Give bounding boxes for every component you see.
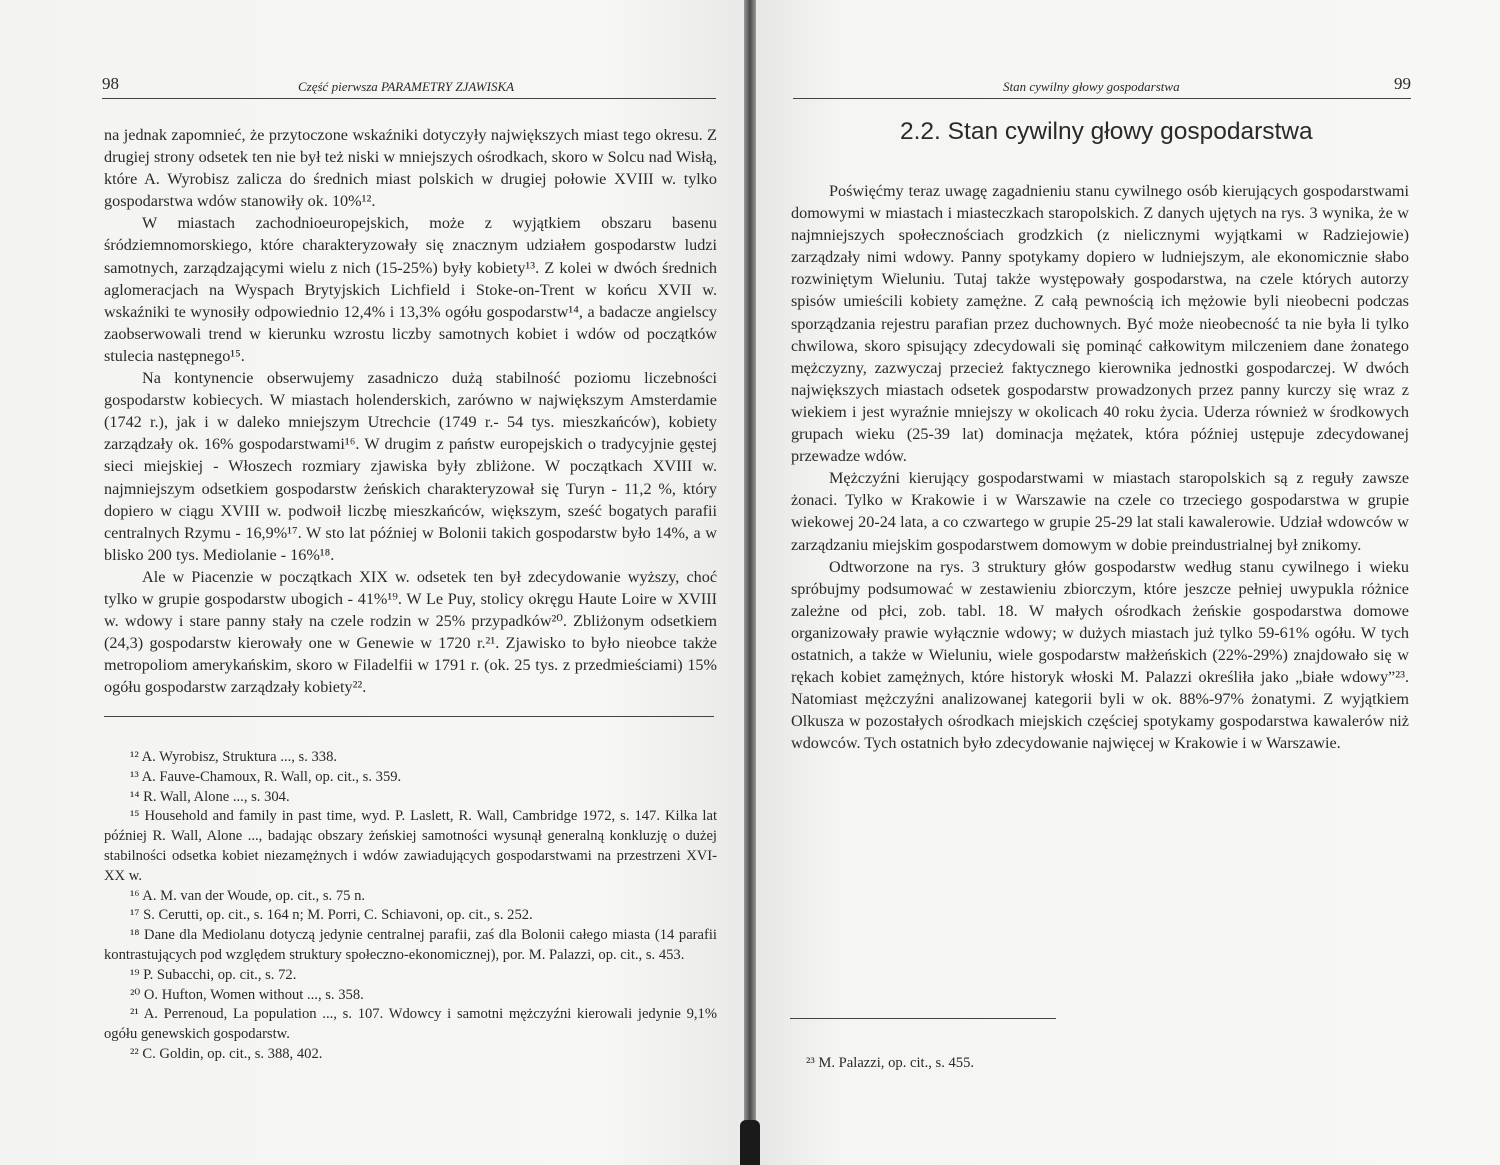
left-page	[0, 0, 748, 1165]
section-title: 2.2. Stan cywilny głowy gospodarstwa	[900, 118, 1313, 145]
paragraph: Na kontynencie obserwujemy zasadniczo dużą stabilność poziomu liczebności gospodarstw kobiecych. W miastach holenderskich, zarówno w największym Amsterdamie (1742 r.), jak i w daleko mniejszym Utrechcie (1749 r.- 54 tys. mieszkańców), kobiety zarządzały ok. 16% gospodarstwami¹⁶. W drugim z państw europejskich o tradycyjnie gęstej sieci miejskiej - Włoszech rozmiary zjawiska były zbliżone. W początkach XVIII w. najmniejszym odsetkiem gospodarstw żeńskich charakteryzował się Turyn - 11,2 %, który dopiero w ciągu XVIII w. podwoił liczbę mieszkańców, większym, sześć bogatych parafii centralnych Rzymu - 16,9%¹⁷. W sto lat później w Bolonii takich gospodarstw było 14%, a w blisko 200 tys. Mediolanie - 16%¹⁸.	[104, 369, 717, 564]
right-running-head	[793, 76, 1411, 99]
footnote: ¹⁸ Dane dla Mediolanu dotyczą jedynie centralnej parafii, zaś dla Bolonii całego miasta (14 parafii kontrastujących pod względem struktury społeczno-ekonomicznej), por. M. Palazzi, op. cit., s. 453.	[104, 927, 717, 963]
left-footnotes	[104, 748, 717, 1065]
footnote: ²² C. Goldin, op. cit., s. 388, 402.	[130, 1045, 323, 1062]
right-running-head-text: Stan cywilny głowy gospodarstwa	[1003, 79, 1180, 94]
paragraph: Ale w Piacenzie w początkach XIX w. odsetek ten był zdecydowanie wyższy, choć tylko w grupie gospodarstw ubogich - 41%¹⁹. W Le Puy, stolicy okręgu Haute Loire w XVIII w. wdowy i stare panny stały na czele rodzin w 25% przypadków²⁰. Zbliżonym odsetkiem (24,3) gospodarstw kierowały one w Genewie w 1720 r.²¹. Zjawisko to było nieobce także metropoliom amerykańskim, skoro w Filadelfii w 1791 r. (ok. 25 tys. z przedmieściami) 15% ogółu gospodarstw zarządzały kobiety²².	[104, 567, 717, 697]
footnote: ²³ M. Palazzi, op. cit., s. 455.	[806, 1055, 975, 1071]
footnote: ²¹ A. Perrenoud, La population ..., s. 107. Wdowcy i samotni mężczyźni kierowali jedynie 9,1% ogółu genewskich gospodarstw.	[104, 1006, 717, 1043]
footnote: ²⁰ O. Hufton, Women without ..., s. 358.	[130, 986, 364, 1003]
book-spine-shadow	[740, 1120, 760, 1165]
left-page-number: 98	[102, 74, 119, 93]
right-page-number: 99	[1394, 74, 1411, 93]
footnote: ¹⁶ A. M. van der Woude, op. cit., s. 75 n.	[130, 887, 366, 904]
left-body-text	[104, 124, 717, 698]
footnote: ¹⁷ S. Cerutti, op. cit., s. 164 n; M. Porri, C. Schiavoni, op. cit., s. 252.	[130, 907, 533, 924]
paragraph: na jednak zapomnieć, że przytoczone wskaźniki dotyczyły największych miast tego okresu. Z drugiej strony odsetek ten nie był też niski w mniejszych ośrodkach, skoro w Solcu nad Wisłą, które A. Wyrobisz zalicza do średnich miast polskich w drugiej połowie XVIII w. tylko gospodarstwa wdów stanowiły ok. 10%¹².	[104, 126, 717, 211]
footnote: ¹⁵ Household and family in past time, wyd. P. Laslett, R. Wall, Cambridge 1972, s. 147. Kilka lat później R. Wall, Alone ..., badając obszary żeńskiej samotności wysunął generalną konkluzję o dużej stabilności odsetka kobiet niezamężnych i wdów zawiadujących gospodarstwami na przestrzeni XVI-XX w.	[104, 808, 717, 884]
footnote: ¹⁴ R. Wall, Alone ..., s. 304.	[130, 788, 290, 805]
paragraph: Odtworzone na rys. 3 struktury głów gospodarstw według stanu cywilnego i wieku spróbujmy podsumować w zestawieniu zbiorczym, które jeszcze pełniej uwypukla różnice zależne od płci, zob. tabl. 18. W małych ośrodkach żeńskie gospodarstwa domowe organizowały prawie wyłącznie wdowy; w dużych miastach już tylko 59-61% ogółu. W tych ostatnich, a także w Wieluniu, wiele gospodarstw małżeńskich (22%-29%) znajdowało się w rękach kobiet zamężnych, które historyk włoski M. Palazzi określiła jako „białe wdowy”²³. Natomiast mężczyźni analizowanej kategorii byli w ok. 88%-97% żonatymi. Z wyjątkiem Olkusza w pozostałych ośrodkach miejskich częściej spotykamy gospodarstwa kawalerów niż wdowców. Tych ostatnich było zdecydowanie najwięcej w Krakowie i w Warszawie.	[791, 557, 1409, 753]
paragraph: Mężczyźni kierujący gospodarstwami w miastach staropolskich są z reguły zawsze żonaci. Tylko w Krakowie i w Warszawie na czele co trzeciego gospodarstwa w grupie wiekowej 20-24 lata, a co czwartego w grupie 25-29 lat stali kawalerowie. Udział wdowców w zarządzaniu miejskim gospodarstwem domowym w dobie preindustrialnej był znikomy.	[791, 469, 1409, 554]
paragraph: Poświęćmy teraz uwagę zagadnieniu stanu cywilnego osób kierujących gospodarstwami domowymi w miastach i miasteczkach staropolskich. Z danych ujętych na rys. 3 wynika, że w najmniejszych społecznościach grodzkich (z nielicznymi wyjątkami w Radziejowie) zarządzały nimi wdowy. Panny spotykamy dopiero w ludniejszym, ale ekonomicznie słabo rozwiniętym Wieluniu. Tutaj także występowały gospodarstwa, na czele których autorzy spisów umieścili kobiety zamężne. Z całą pewnością ich mężowie byli nieobecni podczas sporządzania rejestru parafian przez duchownych. Być może nieobecność ta nie była li tylko chwilowa, skoro spisujący zdecydowali się pominąć całkowitym milczeniem dane żonatego mężczyzny, zazwyczaj przecież faktycznego kierownika jednostki gospodarczej. W dwóch największych miastach odsetek gospodarstw prowadzonych przez panny kurczy się wraz z wiekiem i jest wyraźnie mniejszy w okolicach 40 roku życia. Uderza również w środkowych grupach wieku (25-39 lat) dominacja mężatek, która później ustępuje zdecydowanej przewadze wdów.	[791, 182, 1409, 466]
footnote: ¹² A. Wyrobisz, Struktura ..., s. 338.	[130, 749, 338, 765]
paragraph: W miastach zachodnioeuropejskich, może z wyjątkiem obszaru basenu śródziemnomorskiego, które charakteryzowały się znacznym udziałem gospodarstw ludzi samotnych, zarządzającymi wielu z nich (15-25%) były kobiety¹³. Z kolei w dwóch średnich aglomeracjach na Wyspach Brytyjskich Lichfield i Stoke-on-Trent w końcu XVII w. wskaźniki te wynosiły odpowiednio 12,4% i 13,3% ogółu gospodarstw¹⁴, a badacze angielscy zaobserwowali trend w kierunku wzrostu liczby samotnych kobiet i wdów od początków stulecia następnego¹⁵.	[104, 214, 717, 365]
footnote-divider	[790, 1018, 1056, 1019]
right-footnotes	[806, 1054, 1106, 1074]
left-running-head-text: Część pierwsza PARAMETRY ZJAWISKA	[298, 79, 515, 94]
right-body-text	[791, 180, 1409, 754]
book-gutter	[744, 0, 756, 1165]
footnote: ¹³ A. Fauve-Chamoux, R. Wall, op. cit., s. 359.	[130, 768, 402, 785]
footnote: ¹⁹ P. Subacchi, op. cit., s. 72.	[130, 966, 297, 983]
footnote-divider	[104, 716, 714, 717]
left-running-head	[102, 76, 716, 99]
